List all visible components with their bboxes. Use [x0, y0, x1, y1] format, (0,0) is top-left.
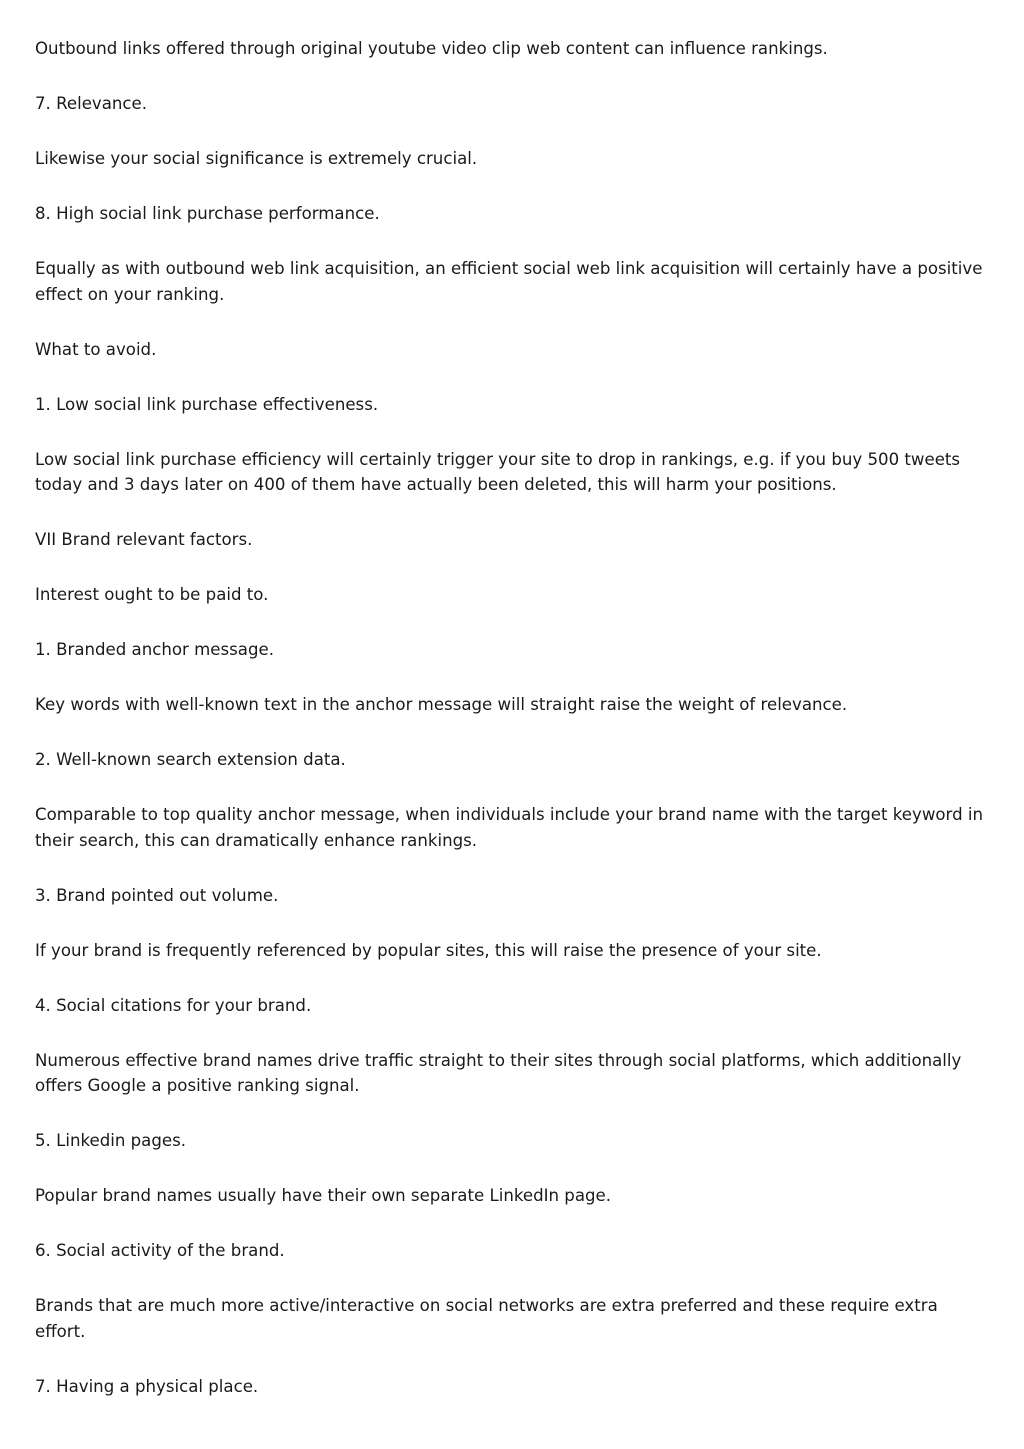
paragraph-17: 4. Social citations for your brand. — [35, 995, 312, 1015]
document-body — [35, 36, 990, 1429]
paragraph-18: Numerous effective brand names drive traffic straight to their sites through social platforms, which additionally offers Google a positive ranking signal. — [35, 1050, 962, 1095]
paragraph-23: 7. Having a physical place. — [35, 1376, 259, 1396]
paragraph-1: Outbound links offered through original youtube video clip web content can influence rankings. — [35, 39, 828, 58]
paragraph-13: 2. Well-known search extension data. — [35, 750, 346, 769]
paragraph-8: Low social link purchase efficiency will certainly trigger your site to drop in rankings, e.g. if you buy 500 tweets today and 3 days later on 400 of them have actually been deleted, this will harm your positions. — [35, 449, 961, 494]
paragraph-10: Interest ought to be paid to. — [35, 585, 269, 604]
paragraph-16: If your brand is frequently referenced by popular sites, this will raise the presence of your site. — [35, 940, 822, 960]
paragraph-12: Key words with well-known text in the anchor message will straight raise the weight of relevance. — [35, 695, 848, 714]
paragraph-5: Equally as with outbound web link acquisition, an efficient social web link acquisition will certainly have a positive effect on your ranking. — [35, 259, 983, 304]
paragraph-11: 1. Branded anchor message. — [35, 640, 274, 659]
paragraph-15: 3. Brand pointed out volume. — [35, 885, 279, 905]
paragraph-14: Comparable to top quality anchor message, when individuals include your brand name with the target keyword in their search, this can dramatically enhance rankings. — [35, 805, 984, 850]
paragraph-21: 6. Social activity of the brand. — [35, 1241, 285, 1260]
paragraph-4: 8. High social link purchase performance. — [35, 204, 380, 223]
paragraph-9: VII Brand relevant factors. — [35, 530, 253, 549]
paragraph-3: Likewise your social significance is extremely crucial. — [35, 149, 478, 168]
paragraph-2: 7. Relevance. — [35, 94, 148, 113]
paragraph-7: 1. Low social link purchase effectiveness. — [35, 394, 379, 414]
paragraph-20: Popular brand names usually have their own separate LinkedIn page. — [35, 1186, 612, 1205]
paragraph-6: What to avoid. — [35, 339, 157, 359]
paragraph-22: Brands that are much more active/interactive on social networks are extra preferred and these require extra effort. — [35, 1296, 938, 1341]
paragraph-19: 5. Linkedin pages. — [35, 1131, 187, 1150]
